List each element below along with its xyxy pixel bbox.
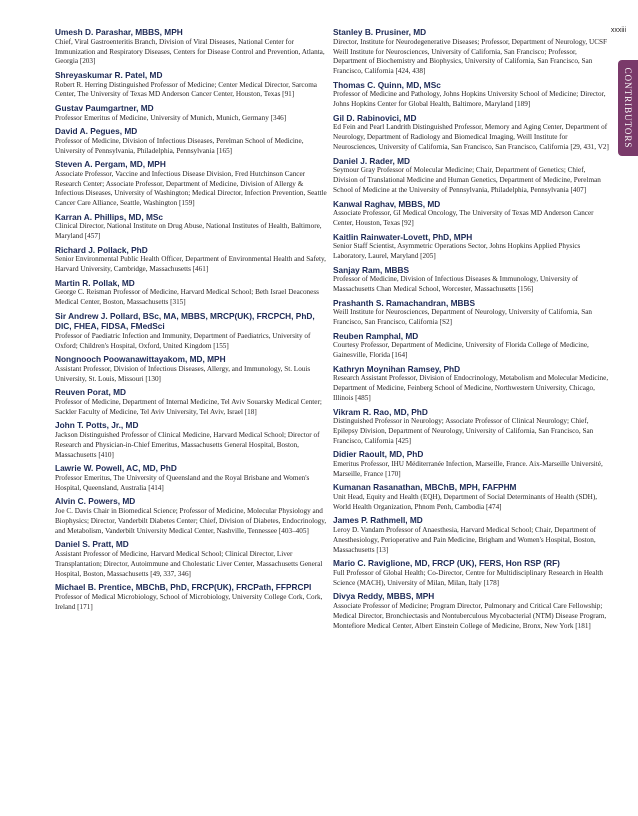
contributor-entry	[333, 407, 611, 447]
contributor-entry	[55, 278, 333, 308]
contributor-affiliation: Seymour Gray Professor of Molecular Medicine; Chair, Department of Genetics; Chief, Division of Translational Medicine and Human Genetics, Department of Medicine, Perelman School of Medicine at the University of Pennsylvania, Philadelphia, Pennsylvania [407]	[333, 166, 601, 195]
contributor-affiliation: Unit Head, Equity and Health (EQH), Department of Social Determinants of Health (SDH), World Health Organization, Phnom Penh, Cambodia [474]	[333, 493, 598, 511]
contributor-entry	[333, 27, 611, 77]
contributor-name: Didier Raoult, MD, PhD	[333, 449, 424, 460]
contributor-name: Lawrie W. Powell, AC, MD, PhD	[55, 463, 177, 474]
contributor-affiliation: Associate Professor, GI Medical Oncology, The University of Texas MD Anderson Cancer Center, Houston, Texas [92]	[333, 209, 594, 228]
contributor-entry	[333, 331, 611, 361]
contributor-name: Thomas C. Quinn, MD, MSc	[333, 79, 441, 90]
contributor-name: Gustav Paumgartner, MD	[55, 102, 154, 113]
contributor-affiliation: Robert R. Herring Distinguished Professor of Medicine; Center Medical Director, Sarcoma Center, The University of Texas MD Anderson Cancer Center, Houston, Texas [91]	[55, 80, 317, 99]
contributor-name: Daniel J. Rader, MD	[333, 155, 411, 166]
contributor-name: Steven A. Pergam, MD, MPH	[55, 159, 166, 169]
contributor-affiliation: Associate Professor of Medicine; Program Director, Pulmonary and Critical Care Fellowship; Medical Director, Bronchiectasis and Nontuberculous Mycobacterial (NTM) Disease Program, Montefiore Medical Center, Albert Einstein College of Medicine, Bronx, New York [181]	[333, 601, 607, 630]
contributor-name: Divya Reddy, MBBS, MPH	[333, 591, 435, 602]
contributors-left-column	[55, 27, 333, 615]
contributor-affiliation: Joe C. Davis Chair in Biomedical Science; Professor of Medicine, Molecular Physiology and Biophysics; Director, Vanderbilt Diabetes Center; Chief, Division of Diabetes, Endocrinology, and Metabolism, Vanderbilt University Medical Center, Nashville, Tennessee [403–405]	[55, 506, 327, 535]
contributor-affiliation: Ed Fein and Pearl Landrith Distinguished Professor, Memory and Aging Center, Department of Neurology, Department of Radiology and Biomedical Imaging, Weill Institute for Neurosciences, University of California, San Francisco, San Francisco, California [29, 431, V2]	[333, 123, 609, 152]
contributor-entry	[333, 298, 611, 328]
contributor-affiliation: Jackson Distinguished Professor of Clinical Medicine, Harvard Medical School; Director of Research and Physician-in-Chief Emeritus, Massachusetts General Hospital, Boston, Massachusetts [410]	[55, 431, 320, 459]
contributor-entry	[333, 515, 611, 555]
contributor-name: Nongnooch Poowanawittayakom, MD, MPH	[55, 354, 226, 365]
contributor-affiliation: Distinguished Professor in Neurology; Associate Professor of Clinical Neurology; Chief, Epilepsy Division, Department of Neurology, University of California, San Francisco, San Francisco, California [425]	[333, 417, 594, 445]
contributor-entry	[55, 212, 333, 242]
contributor-affiliation: Professor Emeritus of Medicine, University of Munich, Munich, Germany [346]	[55, 113, 287, 122]
contributor-name: Martin R. Pollak, MD	[55, 277, 135, 288]
contributor-affiliation: Leroy D. Vandam Professor of Anaesthesia, Harvard Medical School; Chair, Department of Anesthesiology, Perioperative and Pain Medicine, Brigham and Women's Hospital, Boston, Massachusetts [13]	[333, 526, 597, 554]
contributor-affiliation: Professor of Medicine and Pathology, Johns Hopkins University School of Medicine; Director, Johns Hopkins Center for Global Health, Baltimore, Maryland [189]	[333, 90, 606, 109]
contributor-affiliation: Weill Institute for Neurosciences, Department of Neurology, University of California, San Francisco, San Francisco, California [S2]	[333, 308, 593, 327]
contributor-name: David A. Pegues, MD	[55, 126, 138, 136]
contributor-affiliation: Assistant Professor, Division of Infectious Diseases, Allergy, and Immunology, St. Louis University, St. Louis, Missouri [130]	[55, 365, 311, 383]
contributor-name: Alvin C. Powers, MD	[55, 496, 136, 507]
contributor-entry	[55, 103, 333, 124]
contributor-entry	[55, 463, 333, 493]
contributor-entry	[333, 591, 611, 631]
contributor-name: Daniel S. Pratt, MD	[55, 539, 129, 550]
contributor-entry	[55, 582, 333, 612]
contributor-entry	[55, 70, 333, 100]
contributor-entry	[55, 354, 333, 384]
contributor-name: Shreyaskumar R. Patel, MD	[55, 69, 163, 80]
contributor-entry	[333, 265, 611, 295]
contributor-entry	[55, 245, 333, 275]
contributor-name: Kanwal Raghav, MBBS, MD	[333, 198, 441, 209]
contributor-name: Karran A. Phillips, MD, MSc	[55, 211, 164, 222]
contributor-entry	[55, 387, 333, 417]
contributor-affiliation: Chief, Viral Gastroenteritis Branch, Division of Viral Diseases, National Center for Immunization and Respiratory Diseases, Centers for Disease Control and Prevention, Atlanta, Georgia [203]	[55, 37, 325, 66]
contributor-affiliation: Associate Professor, Vaccine and Infectious Disease Division, Fred Hutchinson Cancer Research Center; Associate Professor, Department of Medicine, Division of Allergy & Infectious Diseases, University of Washington; Medical Director, Infection Prevention, Seattle Cancer Care Alliance, Seattle, Washington [159]	[55, 169, 327, 208]
contributor-affiliation: Research Assistant Professor, Division of Endocrinology, Metabolism and Molecular Medicine, Department of Medicine, Feinberg School of Medicine, Northwestern University, Chicago, Illinois [485]	[333, 374, 609, 403]
contributor-entry	[55, 126, 333, 156]
section-tab	[618, 60, 638, 156]
contributor-name: Kaitlin Rainwater-Lovett, PhD, MPH	[333, 231, 473, 242]
contributor-name: Richard J. Pollack, PhD	[55, 244, 148, 255]
contributor-affiliation: Senior Staff Scientist, Asymmetric Operations Sector, Johns Hopkins Applied Physics Laboratory, Laurel, Maryland [205]	[333, 242, 581, 261]
contributor-affiliation: Emeritus Professor, IHU Méditerranée Infection, Marseille, France. Aix-Marseille Université, Marseille, France [170]	[333, 460, 603, 478]
contributor-name: Vikram R. Rao, MD, PhD	[333, 406, 428, 417]
contributor-affiliation: Full Professor of Global Health; Co-Director, Centre for Multidisciplinary Research in Health Science (MACH), University of Milan, Milan, Italy [178]	[333, 568, 603, 587]
contributor-affiliation: Director, Institute for Neurodegenerative Diseases; Professor, Department of Neurology, UCSF Weill Institute for Neurosciences, University of California, San Francisco; Professor, Department of Biochemistry and Biophysics, University of California, San Francisco, San Francisco, California [424, 438]	[333, 37, 608, 76]
contributor-affiliation: Professor of Medical Microbiology, School of Microbiology, University College Cork, Cork, Ireland [171]	[55, 592, 323, 611]
contributor-entry	[55, 496, 333, 536]
contributor-name: Stanley B. Prusiner, MD	[333, 27, 427, 37]
contributor-name: Gil D. Rabinovici, MD	[333, 112, 417, 123]
contributor-affiliation: Clinical Director, National Institute on Drug Abuse, National Institutes of Health, Baltimore, Maryland [457]	[55, 222, 322, 241]
contributor-affiliation: Professor of Medicine, Division of Infectious Diseases & Immunology, University of Massachusetts Chan Medical School, Worcester, Massachusetts [156]	[333, 275, 579, 294]
contributor-entry	[333, 558, 611, 588]
contributor-name: Mario C. Raviglione, MD, FRCP (UK), FERS, Hon RSP (RF)	[333, 558, 560, 569]
contributor-entry	[55, 420, 333, 460]
contributor-affiliation: George C. Reisman Professor of Medicine, Harvard Medical School; Beth Israel Deaconess Medical Center, Boston, Massachusetts [315]	[55, 288, 319, 307]
contributor-entry	[333, 80, 611, 110]
contributor-affiliation: Professor of Paediatric Infection and Immunity, Department of Paediatrics, University of Oxford; Children's Hospital, Oxford, United Kingdom [155]	[55, 332, 311, 350]
contributor-name: Sir Andrew J. Pollard, BSc, MA, MBBS, MRCP(UK), FRCPCH, PhD, DIC, FHEA, FIDSA, FMedSci	[55, 310, 315, 332]
contributor-affiliation: Professor of Medicine, Division of Infectious Diseases, Perelman School of Medicine, University of Pennsylvania, Philadelphia, Pennsylvania [165]	[55, 136, 304, 155]
contributor-entry	[333, 449, 611, 479]
contributor-name: Prashanth S. Ramachandran, MBBS	[333, 297, 476, 308]
contributor-affiliation: Professor Emeritus, The University of Queensland and the Royal Brisbane and Women's Hospital, Queensland, Australia [414]	[55, 473, 310, 492]
contributor-entry	[55, 311, 333, 352]
contributor-entry	[55, 159, 333, 209]
contributor-entry	[333, 199, 611, 229]
contributor-affiliation: Senior Environmental Public Health Officer, Department of Environmental Health and Safety, Harvard University, Cambridge, Massachusetts [461]	[55, 255, 326, 274]
contributor-entry	[333, 156, 611, 196]
contributors-right-column	[333, 27, 611, 634]
contributor-name: Michael B. Prentice, MBChB, PhD, FRCP(UK), FRCPath, FFPRCPI	[55, 582, 312, 593]
contributor-entry	[55, 27, 333, 67]
contributor-name: James P. Rathmell, MD	[333, 515, 423, 526]
contributor-name: Kumanan Rasanathan, MBChB, MPH, FAFPHM	[333, 482, 517, 493]
contributor-entry	[333, 113, 611, 153]
contributor-name: Reuven Porat, MD	[55, 387, 126, 398]
contributor-name: Reuben Ramphal, MD	[333, 330, 419, 341]
contributor-name: Kathryn Moynihan Ramsey, PhD	[333, 363, 461, 374]
contributor-name: Umesh D. Parashar, MBBS, MPH	[55, 27, 183, 37]
contributor-entry	[333, 232, 611, 262]
contributor-entry	[333, 482, 611, 512]
contributor-affiliation: Professor of Medicine, Department of Internal Medicine, Tel Aviv Souarsky Medical Center; Sackler Faculty of Medicine, Tel Aviv University, Tel Aviv, Israel [18]	[55, 398, 322, 416]
contributor-name: Sanjay Ram, MBBS	[333, 264, 410, 275]
contributor-entry	[333, 364, 611, 404]
contributor-affiliation: Assistant Professor of Medicine, Harvard Medical School; Clinical Director, Liver Transplantation; Director, Autoimmune and Cholestatic Liver Center, Massachusetts General Hospital, Boston, Massachusetts [49, 337, 346]	[55, 549, 323, 578]
section-tab-label: CONTRIBUTORS	[623, 67, 633, 149]
contributor-entry	[55, 539, 333, 579]
contributor-name: John T. Potts, Jr., MD	[55, 420, 139, 431]
page-number: xxxiii	[610, 27, 626, 34]
contributor-affiliation: Courtesy Professor, Department of Medicine, University of Florida College of Medicine, Gainesville, Florida [164]	[333, 341, 589, 360]
